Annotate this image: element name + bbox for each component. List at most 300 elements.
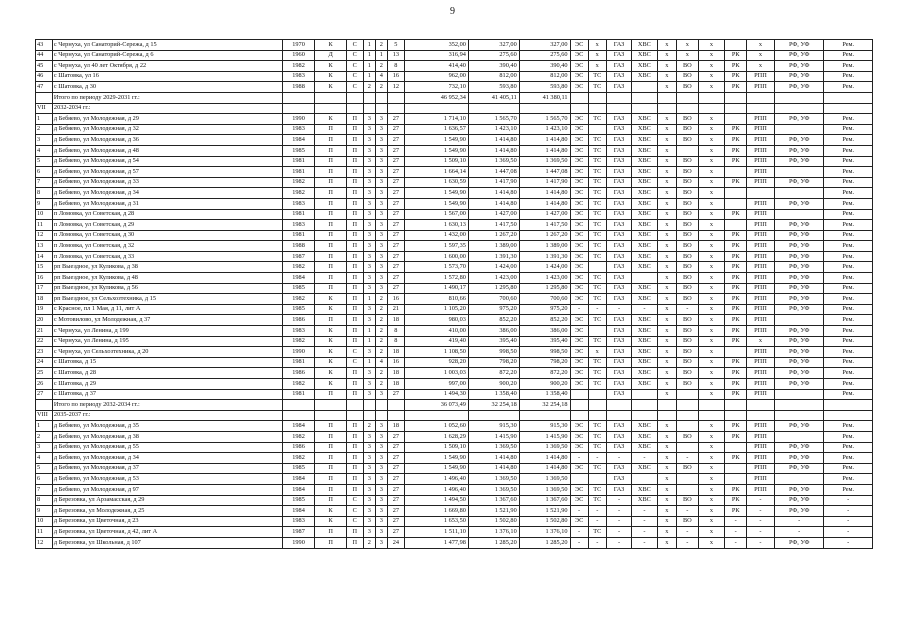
table-cell: Рем. (824, 50, 873, 61)
table-cell: 47 (36, 82, 53, 93)
table-cell: с Шатовка, д 29 (52, 379, 282, 390)
table-cell: ТС (588, 368, 606, 379)
table-cell: 3 (375, 220, 387, 231)
table-row (36, 336, 873, 347)
table-cell: РПП (747, 389, 775, 400)
table-cell: 27 (387, 156, 404, 167)
table-cell: Рем. (824, 220, 873, 231)
table-cell: РК (725, 357, 747, 368)
table-cell: 1984 (282, 135, 315, 146)
table-cell (725, 40, 747, 51)
table-cell: 1 415,90 (468, 431, 519, 442)
table-cell: 1 573,70 (404, 262, 468, 273)
table-cell: с Шатовка, д 30 (52, 82, 282, 93)
table-cell: х (657, 209, 676, 220)
table-cell: х (657, 537, 676, 548)
table-cell: - (824, 527, 873, 538)
table-cell: 1985 (282, 463, 315, 474)
table-cell: - (606, 537, 631, 548)
table-cell: ЭС (570, 124, 588, 135)
table-cell (725, 474, 747, 485)
table-cell: 2032-2034 гг.: (52, 103, 282, 114)
table-cell: РФ, УФ (774, 463, 824, 474)
table-cell: 3 (363, 347, 375, 358)
table-cell: 798,20 (519, 357, 570, 368)
table-cell: П (315, 241, 346, 252)
table-cell: х (747, 336, 775, 347)
table-cell: 18 (387, 368, 404, 379)
table-cell: рп Выездное, ул Куликова, д 38 (52, 262, 282, 273)
table-cell: С (346, 495, 363, 506)
table-cell: ГАЗ (606, 156, 631, 167)
table-cell: х (657, 61, 676, 72)
table-cell: П (346, 262, 363, 273)
table-cell: ЭС (570, 177, 588, 188)
table-cell: 1 509,10 (404, 156, 468, 167)
table-cell: 1 714,10 (404, 114, 468, 125)
table-cell: рп Выездное, ул Куликова, д 48 (52, 273, 282, 284)
table-cell: д Бебяево, ул Молодежная, д 55 (52, 442, 282, 453)
table-cell: 1 565,70 (468, 114, 519, 125)
table-cell: 41 405,11 (468, 92, 519, 103)
table-cell: д Бебяево, ул Молодежная, д 33 (52, 177, 282, 188)
table-cell (676, 145, 698, 156)
table-cell: х (698, 442, 725, 453)
table-cell: 26 (36, 379, 53, 390)
table-cell: Рем. (824, 453, 873, 464)
table-cell: 1985 (282, 304, 315, 315)
table-cell: ВО (676, 230, 698, 241)
table-cell: 1 (363, 336, 375, 347)
table-cell: РПП (747, 198, 775, 209)
table-cell: ГАЗ (606, 379, 631, 390)
table-cell: 900,20 (468, 379, 519, 390)
table-cell: - (824, 516, 873, 527)
table-cell: 1 502,80 (468, 516, 519, 527)
table-cell: - (747, 537, 775, 548)
table-row (36, 484, 873, 495)
table-cell: 1984 (282, 474, 315, 485)
table-cell: 1 414,80 (468, 453, 519, 464)
table-row (36, 230, 873, 241)
table-cell (725, 198, 747, 209)
table-cell: 23 (36, 347, 53, 358)
table-cell: х (657, 453, 676, 464)
table-cell: ХВС (632, 368, 657, 379)
table-cell: ЭС (570, 82, 588, 93)
table-cell: 27 (387, 442, 404, 453)
table-cell: 12 (387, 82, 404, 93)
table-cell: РФ, УФ (774, 241, 824, 252)
table-cell: Рем. (824, 61, 873, 72)
table-cell: 1982 (282, 379, 315, 390)
table-cell (725, 167, 747, 178)
table-cell: х (657, 304, 676, 315)
table-cell: П (346, 167, 363, 178)
table-cell (676, 421, 698, 432)
table-cell (725, 442, 747, 453)
table-cell: К (315, 357, 346, 368)
table-cell (774, 188, 824, 199)
table-cell (632, 410, 657, 421)
table-cell (387, 410, 404, 421)
table-cell: 1960 (282, 50, 315, 61)
table-cell: 1 636,57 (404, 124, 468, 135)
table-cell: 18 (387, 315, 404, 326)
table-row (36, 495, 873, 506)
table-cell: С (346, 61, 363, 72)
table-cell: - (606, 304, 631, 315)
table-cell: 27 (387, 135, 404, 146)
table-cell (774, 315, 824, 326)
table-cell: Рем. (824, 304, 873, 315)
table-cell: 3 (375, 442, 387, 453)
table-cell: РПП (747, 124, 775, 135)
table-cell: Рем. (824, 135, 873, 146)
table-cell: х (657, 177, 676, 188)
table-cell: П (346, 336, 363, 347)
table-cell: ЭС (570, 357, 588, 368)
table-cell: 1986 (282, 442, 315, 453)
table-cell: РПП (747, 294, 775, 305)
table-cell: ХВС (632, 495, 657, 506)
table-row (36, 220, 873, 231)
table-cell: х (698, 135, 725, 146)
table-cell: 2 (363, 537, 375, 548)
table-cell (606, 410, 631, 421)
table-cell: 3 (363, 188, 375, 199)
table-cell: 1 (363, 61, 375, 72)
table-cell: РФ, УФ (774, 114, 824, 125)
table-cell: 1 549,90 (404, 145, 468, 156)
table-cell (375, 410, 387, 421)
table-cell: 41 380,11 (519, 92, 570, 103)
table-row (36, 357, 873, 368)
table-cell: с Чернуха, ул Санаторий-Сережа, д 15 (52, 40, 282, 51)
table-cell: д Бебяево, ул Молодежная, д 31 (52, 198, 282, 209)
table-cell: 1 447,08 (468, 167, 519, 178)
table-cell (747, 103, 775, 114)
table-cell: х (657, 463, 676, 474)
table-cell: К (315, 379, 346, 390)
table-cell: х (698, 145, 725, 156)
table-cell: ХВС (632, 145, 657, 156)
table-cell (676, 442, 698, 453)
table-cell: 17 (36, 283, 53, 294)
table-cell: 1 630,59 (404, 177, 468, 188)
table-cell: 44 (36, 50, 53, 61)
table-cell: РПП (747, 251, 775, 262)
table-cell: 10 (36, 209, 53, 220)
table-cell: ГАЗ (606, 368, 631, 379)
table-cell: РФ, УФ (774, 262, 824, 273)
table-cell: РК (725, 82, 747, 93)
table-cell: РПП (747, 145, 775, 156)
table-cell: П (315, 145, 346, 156)
table-cell: х (657, 220, 676, 231)
table-cell (404, 103, 468, 114)
table-cell: РФ, УФ (774, 61, 824, 72)
table-row (36, 40, 873, 51)
table-cell (606, 400, 631, 411)
table-cell: ЭС (570, 484, 588, 495)
table-cell: х (747, 50, 775, 61)
table-cell: 1 (363, 71, 375, 82)
table-cell: 1 052,60 (404, 421, 468, 432)
table-cell (282, 410, 315, 421)
table-cell: 24 (36, 357, 53, 368)
table-cell: 3 (363, 484, 375, 495)
table-cell: РПП (747, 453, 775, 464)
table-cell: К (315, 304, 346, 315)
table-cell: - (632, 304, 657, 315)
table-cell: ВО (676, 167, 698, 178)
table-cell: рп Выездное, ул Сельхозтехника, д 15 (52, 294, 282, 305)
table-cell: Рем. (824, 379, 873, 390)
table-cell: - (725, 527, 747, 538)
table-cell (774, 124, 824, 135)
table-cell: 27 (387, 495, 404, 506)
table-row (36, 474, 873, 485)
table-cell: ВО (676, 273, 698, 284)
table-cell: 27 (387, 251, 404, 262)
table-cell: 1 427,00 (468, 209, 519, 220)
table-cell: Рем. (824, 315, 873, 326)
table-cell: 1 567,00 (404, 209, 468, 220)
table-cell: ЭС (570, 442, 588, 453)
table-cell: х (657, 368, 676, 379)
table-cell: х (588, 61, 606, 72)
table-cell: 45 (36, 61, 53, 72)
table-cell: С (346, 506, 363, 517)
table-cell: ГАЗ (606, 188, 631, 199)
table-cell (725, 410, 747, 421)
table-cell: х (698, 230, 725, 241)
table-cell: 1982 (282, 453, 315, 464)
table-cell: РПП (747, 347, 775, 358)
table-cell: - (725, 516, 747, 527)
table-cell (698, 103, 725, 114)
table-cell: П (315, 209, 346, 220)
table-cell: ВО (676, 135, 698, 146)
table-cell: 1986 (282, 315, 315, 326)
table-cell: РПП (747, 474, 775, 485)
table-cell: ХВС (632, 198, 657, 209)
table-cell: ГАЗ (606, 273, 631, 284)
table-cell: П (346, 326, 363, 337)
table-cell (363, 410, 375, 421)
table-cell: х (698, 198, 725, 209)
table-cell: П (346, 283, 363, 294)
table-cell: 395,40 (519, 336, 570, 347)
table-cell: д Бебяево, ул Молодежная, д 32 (52, 124, 282, 135)
table-cell: 1 (363, 326, 375, 337)
table-cell: ВО (676, 241, 698, 252)
table-cell: Рем. (824, 124, 873, 135)
table-cell: рп Выездное, ул Куликова, д 56 (52, 283, 282, 294)
table-cell: П (346, 209, 363, 220)
table-cell: П (315, 463, 346, 474)
table-cell: 3 (375, 262, 387, 273)
table-cell: РФ, УФ (774, 294, 824, 305)
table-cell: ТС (588, 442, 606, 453)
table-cell: РПП (747, 82, 775, 93)
table-cell (519, 103, 570, 114)
table-cell: ГАЗ (606, 389, 631, 400)
table-cell: ГАЗ (606, 198, 631, 209)
table-cell: 3 (375, 124, 387, 135)
table-cell: х (657, 347, 676, 358)
table-cell (588, 262, 606, 273)
table-cell: ХВС (632, 61, 657, 72)
table-cell: 2 (363, 82, 375, 93)
table-cell: ГАЗ (606, 262, 631, 273)
table-cell: ХВС (632, 114, 657, 125)
table-cell: 3 (375, 167, 387, 178)
table-cell: 1 391,30 (468, 251, 519, 262)
table-cell: 395,40 (468, 336, 519, 347)
table-cell: х (657, 336, 676, 347)
table-cell: 1 391,30 (519, 251, 570, 262)
table-cell: 1984 (282, 484, 315, 495)
table-cell (676, 92, 698, 103)
table-cell: ЭС (570, 463, 588, 474)
table-cell: ГАЗ (606, 177, 631, 188)
table-cell: 1 414,80 (519, 188, 570, 199)
table-cell: х (657, 283, 676, 294)
table-cell: 27 (387, 506, 404, 517)
table-cell: РФ, УФ (774, 442, 824, 453)
table-cell: ХВС (632, 347, 657, 358)
table-cell: 1 108,50 (404, 347, 468, 358)
table-cell: 3 (375, 537, 387, 548)
table-cell: РФ, УФ (774, 347, 824, 358)
table-cell: П (346, 156, 363, 167)
table-cell (657, 410, 676, 421)
table-cell: д Бебяево, ул Молодежная, д 37 (52, 463, 282, 474)
table-cell: ВО (676, 516, 698, 527)
table-cell: х (747, 40, 775, 51)
table-row (36, 103, 873, 114)
table-cell: 1 414,80 (519, 145, 570, 156)
table-cell: 1 358,40 (468, 389, 519, 400)
housing-table (35, 39, 873, 549)
table-cell: 18 (387, 421, 404, 432)
table-cell: 36 073,49 (404, 400, 468, 411)
table-cell: 1 369,50 (468, 442, 519, 453)
table-cell: 1 (363, 50, 375, 61)
table-cell: ТС (588, 484, 606, 495)
table-cell: РФ, УФ (774, 156, 824, 167)
table-cell: 1981 (282, 357, 315, 368)
table-cell: х (698, 379, 725, 390)
table-cell: 1983 (282, 124, 315, 135)
table-cell: 386,00 (468, 326, 519, 337)
table-cell (588, 124, 606, 135)
table-cell: 3 (363, 145, 375, 156)
table-cell: 3 (363, 209, 375, 220)
table-cell: РФ, УФ (774, 304, 824, 315)
table-cell: ЭС (570, 220, 588, 231)
table-cell: ХВС (632, 124, 657, 135)
table-cell: х (698, 315, 725, 326)
table-cell: ТС (588, 156, 606, 167)
table-cell: РК (725, 241, 747, 252)
table-cell: х (698, 273, 725, 284)
table-cell (632, 474, 657, 485)
table-cell: 15 (36, 262, 53, 273)
table-cell: 1 367,60 (519, 495, 570, 506)
table-cell: ЭС (570, 188, 588, 199)
table-cell: П (346, 431, 363, 442)
table-cell: 3 (363, 463, 375, 474)
table-cell: П (315, 135, 346, 146)
table-cell: 11 (36, 527, 53, 538)
table-cell: 1 267,20 (468, 230, 519, 241)
table-cell: РФ, УФ (774, 82, 824, 93)
table-cell (387, 103, 404, 114)
table-cell: РФ, УФ (774, 506, 824, 517)
table-cell: 27 (387, 463, 404, 474)
table-cell: - (747, 506, 775, 517)
table-cell: 2 (36, 431, 53, 442)
table-cell: С (346, 347, 363, 358)
table-cell: РПП (747, 283, 775, 294)
table-cell: РПП (747, 304, 775, 315)
table-cell: 3 (363, 527, 375, 538)
table-cell (698, 400, 725, 411)
table-cell: 1 414,80 (468, 135, 519, 146)
table-cell: 872,20 (468, 368, 519, 379)
table-cell (570, 92, 588, 103)
table-cell (588, 474, 606, 485)
table-cell: VIII (36, 410, 53, 421)
table-cell: - (588, 516, 606, 527)
table-cell: д Бебяево, ул Молодежная, д 34 (52, 453, 282, 464)
table-cell: 1 369,50 (468, 474, 519, 485)
table-cell (588, 326, 606, 337)
table-cell: 8 (387, 326, 404, 337)
table-cell (774, 389, 824, 400)
table-cell: х (698, 357, 725, 368)
table-cell: х (698, 71, 725, 82)
table-cell: РПП (747, 484, 775, 495)
table-cell: П (346, 230, 363, 241)
table-cell: ВО (676, 71, 698, 82)
table-cell: 1982 (282, 431, 315, 442)
table-cell: х (588, 50, 606, 61)
table-cell: 5 (36, 463, 53, 474)
table-cell: 3 (375, 389, 387, 400)
table-cell (632, 389, 657, 400)
table-cell: 1 389,00 (468, 241, 519, 252)
table-cell: х (588, 347, 606, 358)
table-cell: с Чернуха, ул Ленина, д 195 (52, 336, 282, 347)
table-cell: ХВС (632, 135, 657, 146)
table-cell: ГАЗ (606, 431, 631, 442)
table-cell: П (346, 463, 363, 474)
table-cell: - (606, 527, 631, 538)
table-cell: П (315, 537, 346, 548)
table-cell: х (657, 50, 676, 61)
table-cell: х (657, 167, 676, 178)
table-cell: П (315, 431, 346, 442)
table-cell: х (698, 283, 725, 294)
table-cell (282, 400, 315, 411)
table-cell: х (698, 389, 725, 400)
table-cell: х (698, 527, 725, 538)
table-cell: 1987 (282, 527, 315, 538)
